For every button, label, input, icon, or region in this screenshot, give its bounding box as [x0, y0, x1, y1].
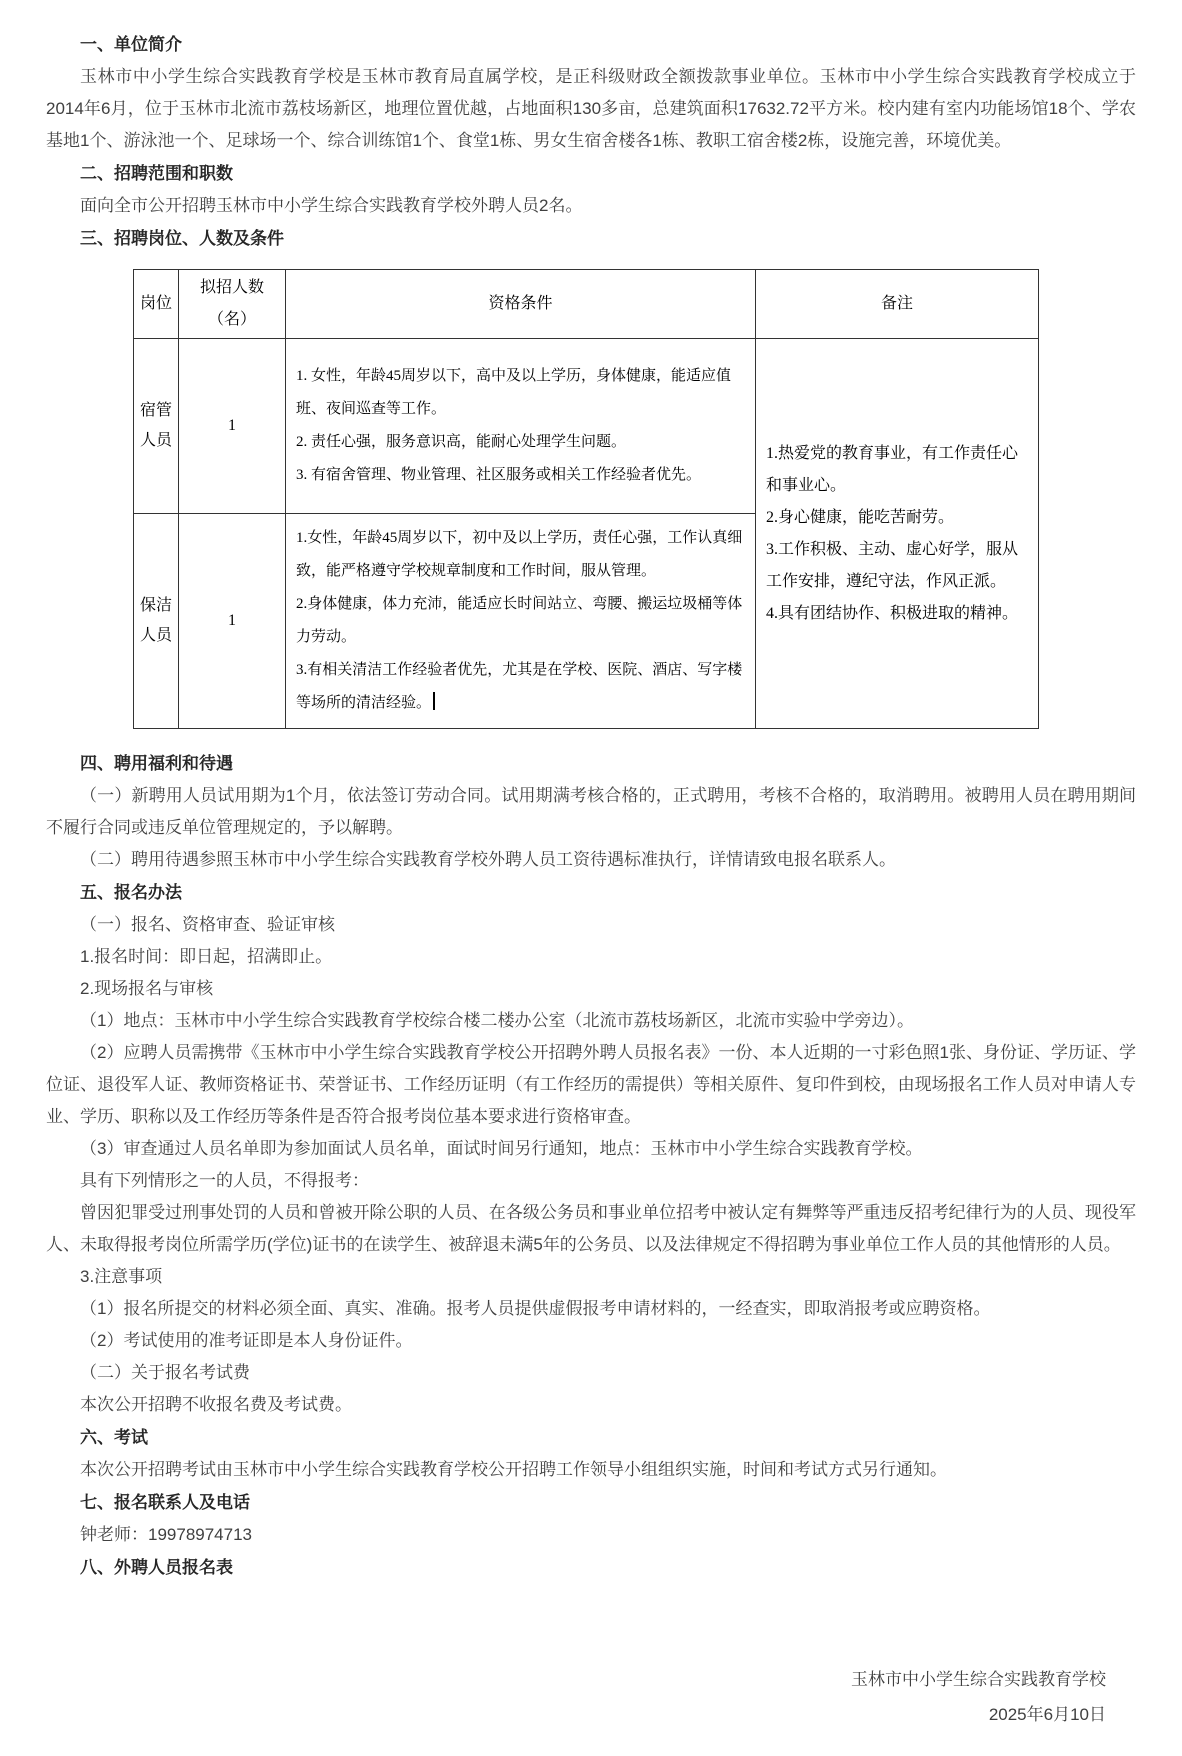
recruitment-positions-table	[133, 269, 1039, 729]
section-7-heading: 七、报名联系人及电话	[80, 1493, 250, 1512]
position-count: 1	[179, 514, 286, 729]
section-5-heading: 五、报名办法	[80, 883, 182, 902]
column-header-remarks: 备注	[756, 270, 1039, 339]
document-footer	[46, 1662, 1136, 1732]
paragraph-interview-list: （3）审查通过人员名单即为参加面试人员名单，面试时间另行通知，地点：玉林市中小学生综合实践教育学校。	[80, 1139, 923, 1158]
footer-date: 2025年6月10日	[988, 1705, 1106, 1724]
section-8-heading: 八、外聘人员报名表	[80, 1558, 233, 1577]
remark-item: 2.身心健康，能吃苦耐劳。	[766, 508, 955, 526]
column-header-position: 岗位	[134, 270, 179, 339]
paragraph-registration-review: （一）报名、资格审查、验证审核	[80, 915, 335, 934]
section-3-heading: 三、招聘岗位、人数及条件	[80, 229, 284, 248]
position-qualifications	[286, 339, 756, 514]
qualification-item: 3.有相关清洁工作经验者优先，尤其是在学校、医院、酒店、写字楼等场所的清洁经验。	[296, 662, 743, 711]
section-4-heading: 四、聘用福利和待遇	[80, 754, 233, 773]
remark-item: 1.热爱党的教育事业，有工作责任心和事业心。	[766, 444, 1019, 494]
position-qualifications	[286, 514, 756, 729]
position-name: 宿管人员	[134, 339, 179, 514]
footer-organization: 玉林市中小学生综合实践教育学校	[851, 1670, 1106, 1689]
paragraph-fee-detail: 本次公开招聘不收报名费及考试费。	[80, 1395, 352, 1414]
qualification-item: 1.女性，年龄45周岁以下，初中及以上学历，责任心强，工作认真细致，能严格遵守学校规章制度和工作时间，服从管理。	[296, 530, 743, 579]
paragraph-note-1: （1）报名所提交的材料必须全面、真实、准确。报考人员提供虚假报考申请材料的，一经查实，即取消报考或应聘资格。	[80, 1299, 991, 1318]
qualification-item: 1. 女性，年龄45周岁以下，高中及以上学历，身体健康，能适应值班、夜间巡查等工作。	[296, 368, 732, 417]
paragraph-probation: （一）新聘用人员试用期为1个月，依法签订劳动合同。试用期满考核合格的，正式聘用，考核不合格的，取消聘用。被聘用人员在聘用期间不履行合同或违反单位管理规定的，予以解聘。	[46, 786, 1136, 837]
remark-item: 3.工作积极、主动、虚心好学，服从工作安排，遵纪守法，作风正派。	[766, 540, 1019, 590]
paragraph-ineligible-intro: 具有下列情形之一的人员，不得报考：	[80, 1171, 369, 1190]
remark-item: 4.具有团结协作、积极进取的精神。	[766, 604, 1019, 622]
paragraph-onsite-registration: 2.现场报名与审核	[80, 979, 214, 998]
remarks-cell	[756, 339, 1039, 729]
section-1-heading: 一、单位简介	[80, 35, 182, 54]
position-name: 保洁人员	[134, 514, 179, 729]
section-1-paragraph: 玉林市中小学生综合实践教育学校是玉林市教育局直属学校，是正科级财政全额拨款事业单位。玉林市中小学生综合实践教育学校成立于2014年6月，位于玉林市北流市荔枝场新区，地理位置优越，占地面积130多亩，总建筑面积17632.72平方米。校内建有室内功能场馆18个、学农基地1个、游泳池一个、足球场一个、综合训练馆1个、食堂1栋、男女生宿舍楼各1栋、教职工宿舍楼2栋，设施完善，环境优美。	[46, 67, 1136, 150]
position-count: 1	[179, 339, 286, 514]
paragraph-note-2: （2）考试使用的准考证即是本人身份证件。	[80, 1331, 413, 1350]
qualification-item: 2. 责任心强，服务意识高，能耐心处理学生问题。	[296, 434, 627, 450]
paragraph-exam: 本次公开招聘考试由玉林市中小学生综合实践教育学校公开招聘工作领导小组组织实施，时间和考试方式另行通知。	[80, 1460, 947, 1479]
qualification-item: 2.身体健康，体力充沛，能适应长时间站立、弯腰、搬运垃圾桶等体力劳动。	[296, 596, 743, 645]
column-header-qualifications: 资格条件	[286, 270, 756, 339]
paragraph-location: （1）地点：玉林市中小学生综合实践教育学校综合楼二楼办公室（北流市荔枝场新区，北流市实验中学旁边）。	[80, 1011, 914, 1030]
qualification-item: 3. 有宿舍管理、物业管理、社区服务或相关工作经验者优先。	[296, 467, 702, 483]
paragraph-registration-time: 1.报名时间：即日起，招满即止。	[80, 947, 333, 966]
section-2-paragraph: 面向全市公开招聘玉林市中小学生综合实践教育学校外聘人员2名。	[80, 196, 583, 215]
paragraph-fee-heading: （二）关于报名考试费	[80, 1363, 250, 1382]
column-header-count: 拟招人数（名）	[179, 270, 286, 339]
table-row	[134, 339, 1039, 514]
section-6-heading: 六、考试	[80, 1428, 148, 1447]
table-header-row	[134, 270, 1039, 339]
paragraph-required-materials: （2）应聘人员需携带《玉林市中小学生综合实践教育学校公开招聘外聘人员报名表》一份、本人近期的一寸彩色照1张、身份证、学历证、学位证、退役军人证、教师资格证书、荣誉证书、工作经历证明（有工作经历的需提供）等相关原件、复印件到校，由现场报名工作人员对申请人专业、学历、职称以及工作经历等条件是否符合报考岗位基本要求进行资格审查。	[46, 1043, 1136, 1126]
text-cursor	[433, 692, 435, 710]
paragraph-notes-heading: 3.注意事项	[80, 1267, 163, 1286]
paragraph-salary: （二）聘用待遇参照玉林市中小学生综合实践教育学校外聘人员工资待遇标准执行，详情请致电报名联系人。	[80, 850, 896, 869]
paragraph-contact-phone: 钟老师：19978974713	[80, 1525, 253, 1544]
section-2-heading: 二、招聘范围和职数	[80, 164, 233, 183]
paragraph-ineligible-detail: 曾因犯罪受过刑事处罚的人员和曾被开除公职的人员、在各级公务员和事业单位招考中被认定有舞弊等严重违反招考纪律行为的人员、现役军人、未取得报考岗位所需学历(学位)证书的在读学生、被辞退未满5年的公务员、以及法律规定不得招聘为事业单位工作人员的其他情形的人员。	[46, 1203, 1136, 1254]
